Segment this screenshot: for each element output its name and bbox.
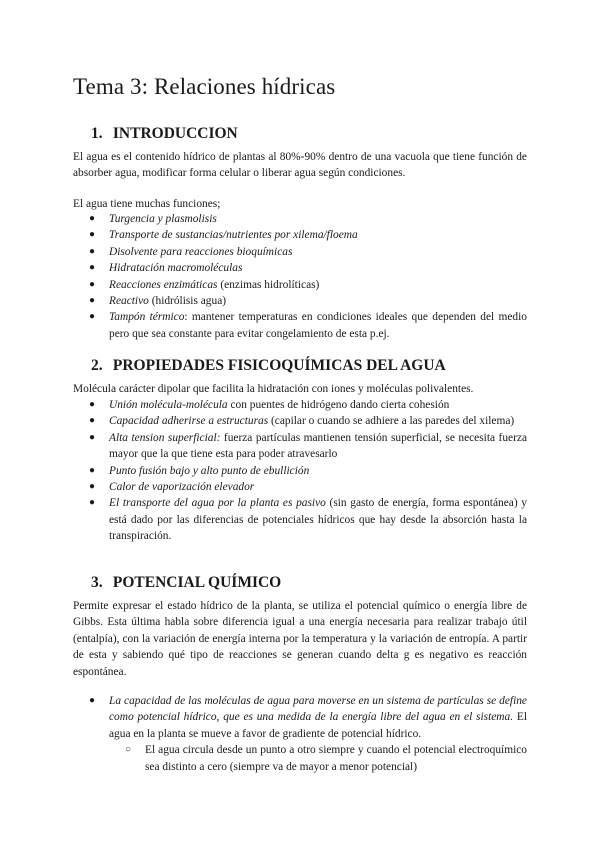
paragraph: Permite expresar el estado hídrico de la planta, se utiliza el potencial químico o energía libre de Gibbs. Esta última habla sobre diferencia igual a una energía necesaria para realizar trabajo útil (entalpía), con la variación de energía interna por la temperatura y la variación de entropía. A partir de esta y sabiendo qué tipo de reacciones se generan cuando delta g es negativo es reacción espontánea. <box>73 600 527 678</box>
section-title: PROPIEDADES FISICOQUÍMICAS DEL AGUA <box>112 357 446 374</box>
bullet-icon: ● <box>89 464 96 476</box>
list-item: ● La capacidad de las moléculas de agua para moverse en un sistema de partículas se define como potencial hídrico, que es una medida de la energía libre del agua en el sistema. El agua en la planta se mueve a favor de gradiente de potencial hídrico. ○ El agua circula desde un punto a otro siempre y cuando el potencial electroquímico sea distinto a cero (siempre va de mayor a menor potencial) <box>73 693 527 775</box>
section-number: 1. <box>91 125 103 142</box>
list-item: ● Reacciones enzimáticas (enzimas hidrolíticas) <box>73 277 527 293</box>
section-number: 3. <box>91 574 103 591</box>
bullet-icon: ● <box>89 311 96 323</box>
circle-bullet-icon: ○ <box>125 744 132 756</box>
bullet-icon: ● <box>89 278 96 290</box>
bullet-icon: ● <box>89 213 96 224</box>
section-heading-introduccion <box>91 125 238 143</box>
section-heading-potencial-quimico <box>91 574 281 592</box>
section-title: POTENCIAL QUÍMICO <box>112 574 282 591</box>
section-title: INTRODUCCION <box>112 125 238 142</box>
bullet-icon: ● <box>89 431 96 443</box>
list-item: ● Transporte de sustancias/nutrientes por xilema/floema <box>73 227 527 243</box>
list-item: ● Calor de vaporización elevador <box>73 479 527 495</box>
paragraph: Molécula carácter dipolar que facilita la hidratación con iones y moléculas polivalentes. <box>73 383 474 395</box>
list-item: ● Unión molécula-molécula con puentes de hidrógeno dando cierta cohesión <box>73 397 527 413</box>
bullet-icon: ● <box>89 481 96 493</box>
list-item: ● Tampón térmico: mantener temperaturas en condiciones ideales que dependen del medio pero que sea constante para evitar congelamiento de esta p.ej. <box>89 311 527 340</box>
bullet-list <box>73 211 527 342</box>
list-item: ● Turgencia y plasmolisis <box>73 211 527 227</box>
list-item: ● Alta tension superficial: fuerza partículas mantienen tensión superficial, se necesita fuerza mayor que la que tiene esta para poder atravesarlo <box>89 431 527 461</box>
bullet-icon: ● <box>89 399 96 410</box>
section-number: 2. <box>91 357 103 374</box>
list-item: ● El transporte del agua por la planta es pasivo (sin gasto de energía, forma espontánea) y está dado por las diferencias de potenciales hídricos que hay desde la absorción hasta la transpiración. <box>89 497 528 543</box>
sub-list <box>109 742 527 775</box>
bullet-icon: ● <box>89 245 96 257</box>
bullet-icon: ● <box>89 229 96 241</box>
list-item: ● Capacidad adherirse a estructuras (capilar o cuando se adhiere a las paredes del xilema) <box>73 413 527 429</box>
list-item: ● Reactivo (hidrólisis agua) <box>73 293 527 309</box>
paragraph: El agua tiene muchas funciones; <box>73 198 221 210</box>
sub-list-item: ○ El agua circula desde un punto a otro siempre y cuando el potencial electroquímico sea distinto a cero (siempre va de mayor a menor potencial) <box>125 744 527 773</box>
list-item: ● Punto fusión bajo y alto punto de ebullición <box>73 463 527 479</box>
bullet-list <box>73 397 527 545</box>
bullet-icon: ● <box>89 262 96 274</box>
page-title: Tema 3: Relaciones hídricas <box>73 74 336 99</box>
bullet-list <box>73 693 527 775</box>
paragraph: El agua es el contenido hídrico de plantas al 80%-90% dentro de una vacuola que tiene función de absorber agua, modificar forma celular o liberar agua según condiciones. <box>73 151 527 180</box>
bullet-icon: ● <box>89 497 96 509</box>
list-item: ● Hidratación macromoléculas <box>73 260 527 276</box>
section-heading-propiedades <box>91 357 446 375</box>
bullet-icon: ● <box>89 415 96 427</box>
bullet-icon: ● <box>89 295 96 307</box>
list-item: ● Disolvente para reacciones bioquímicas <box>73 244 527 260</box>
bullet-icon: ● <box>89 695 96 706</box>
